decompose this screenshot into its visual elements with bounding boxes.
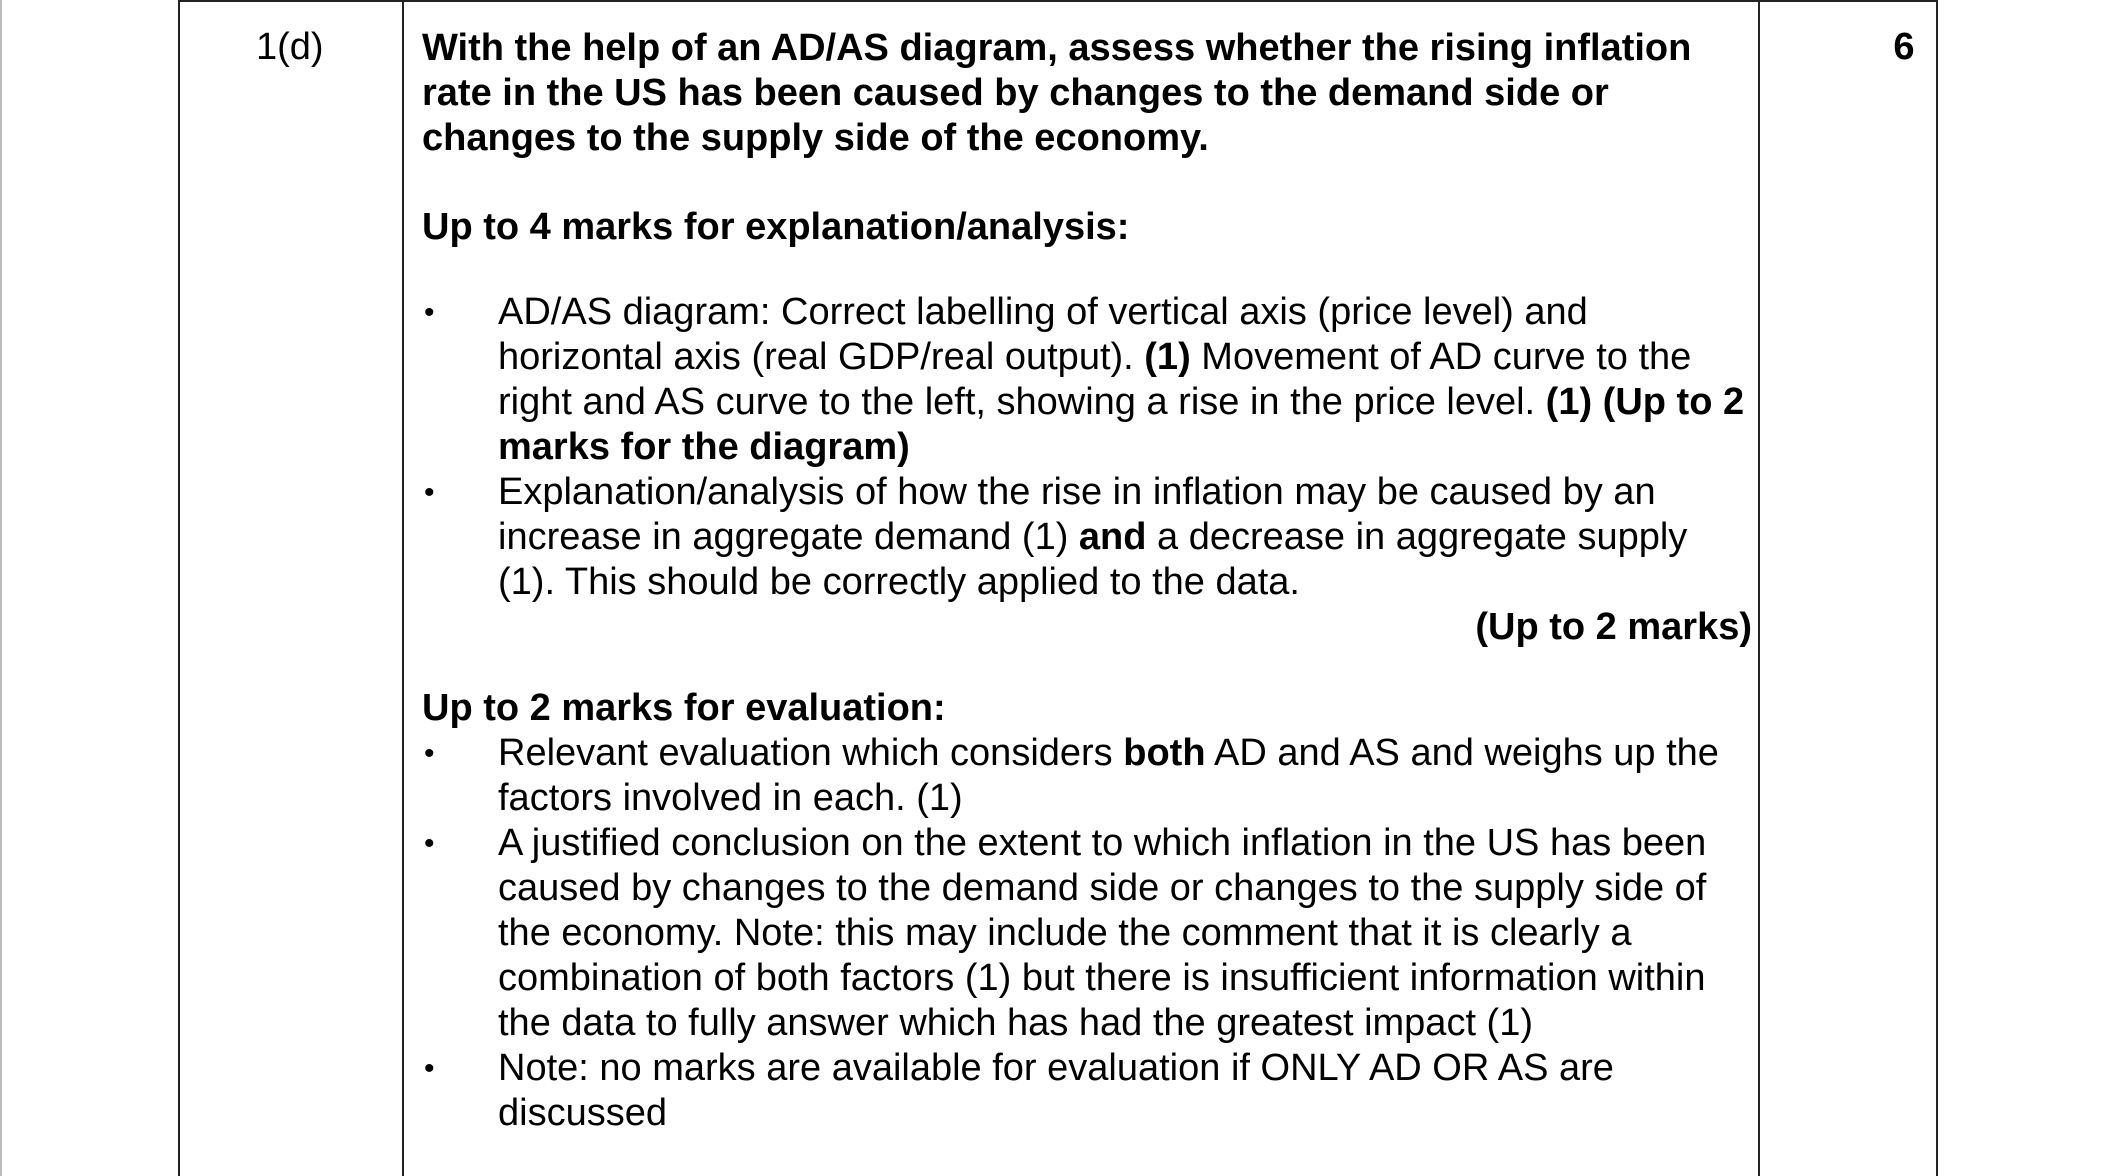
column-divider-question bbox=[402, 0, 404, 1176]
analysis-marks-note: (Up to 2 marks) bbox=[1475, 606, 1752, 648]
list-item bbox=[422, 470, 1752, 605]
analysis-bullet1-bold1: (1) bbox=[1144, 336, 1191, 378]
evaluation-bullet1-text2: AD and AS and weighs up the factors involved in each. (1) bbox=[498, 732, 1719, 819]
evaluation-list bbox=[422, 731, 1752, 1136]
mark-scheme-content bbox=[422, 26, 1752, 1136]
analysis-bullet2-bold: and bbox=[1078, 516, 1147, 558]
evaluation-bullet2-text: A justified conclusion on the extent to which inflation in the US has been caused by changes to the demand side or changes to the supply side of the economy. Note: this may include the comment that it is clearly a combination of both factors (1) but there is insufficient information within the data to fully answer which has had the greatest impact (1) bbox=[498, 822, 1707, 1044]
page-edge bbox=[0, 0, 2, 1176]
analysis-heading: Up to 4 marks for explanation/analysis: bbox=[422, 206, 1130, 248]
evaluation-bullet3-text: Note: no marks are available for evaluation if ONLY AD OR AS are discussed bbox=[498, 1047, 1614, 1134]
question-text: With the help of an AD/AS diagram, assess whether the rising inflation rate in the US has been caused by changes to the demand side or changes to the supply side of the economy. bbox=[422, 27, 1692, 159]
table-left-border bbox=[178, 0, 180, 1176]
question-number: 1(d) bbox=[256, 26, 324, 68]
marks-total: 6 bbox=[1893, 26, 1915, 68]
table-right-border bbox=[1936, 0, 1938, 1176]
list-item bbox=[422, 821, 1752, 1046]
bullet-icon: • bbox=[424, 737, 435, 770]
list-item bbox=[422, 290, 1752, 470]
analysis-bullet1-bold2: (1) (Up to 2 marks for the diagram) bbox=[498, 381, 1745, 468]
evaluation-bullet1-text1: Relevant evaluation which considers bbox=[498, 732, 1124, 774]
analysis-bullet1-text2: Movement of AD curve to the right and AS curve to the left, showing a rise in the price level. bbox=[498, 336, 1692, 423]
table-top-border bbox=[178, 0, 1938, 2]
analysis-bullet2-text2: a decrease in aggregate supply (1). This should be correctly applied to the data. bbox=[498, 516, 1688, 603]
list-item bbox=[422, 731, 1752, 821]
evaluation-heading: Up to 2 marks for evaluation: bbox=[422, 687, 946, 729]
analysis-list bbox=[422, 290, 1752, 605]
analysis-bullet2-text1: Explanation/analysis of how the rise in inflation may be caused by an increase in aggregate demand (1) bbox=[498, 471, 1656, 558]
bullet-icon: • bbox=[424, 476, 435, 509]
bullet-icon: • bbox=[424, 296, 435, 329]
bullet-icon: • bbox=[424, 1052, 435, 1085]
bullet-icon: • bbox=[424, 827, 435, 860]
list-item bbox=[422, 1046, 1752, 1136]
evaluation-bullet1-bold: both bbox=[1123, 732, 1206, 774]
analysis-bullet1-text1: AD/AS diagram: Correct labelling of vertical axis (price level) and horizontal axis (real GDP/real output). bbox=[498, 291, 1588, 378]
column-divider-marks bbox=[1758, 0, 1760, 1176]
